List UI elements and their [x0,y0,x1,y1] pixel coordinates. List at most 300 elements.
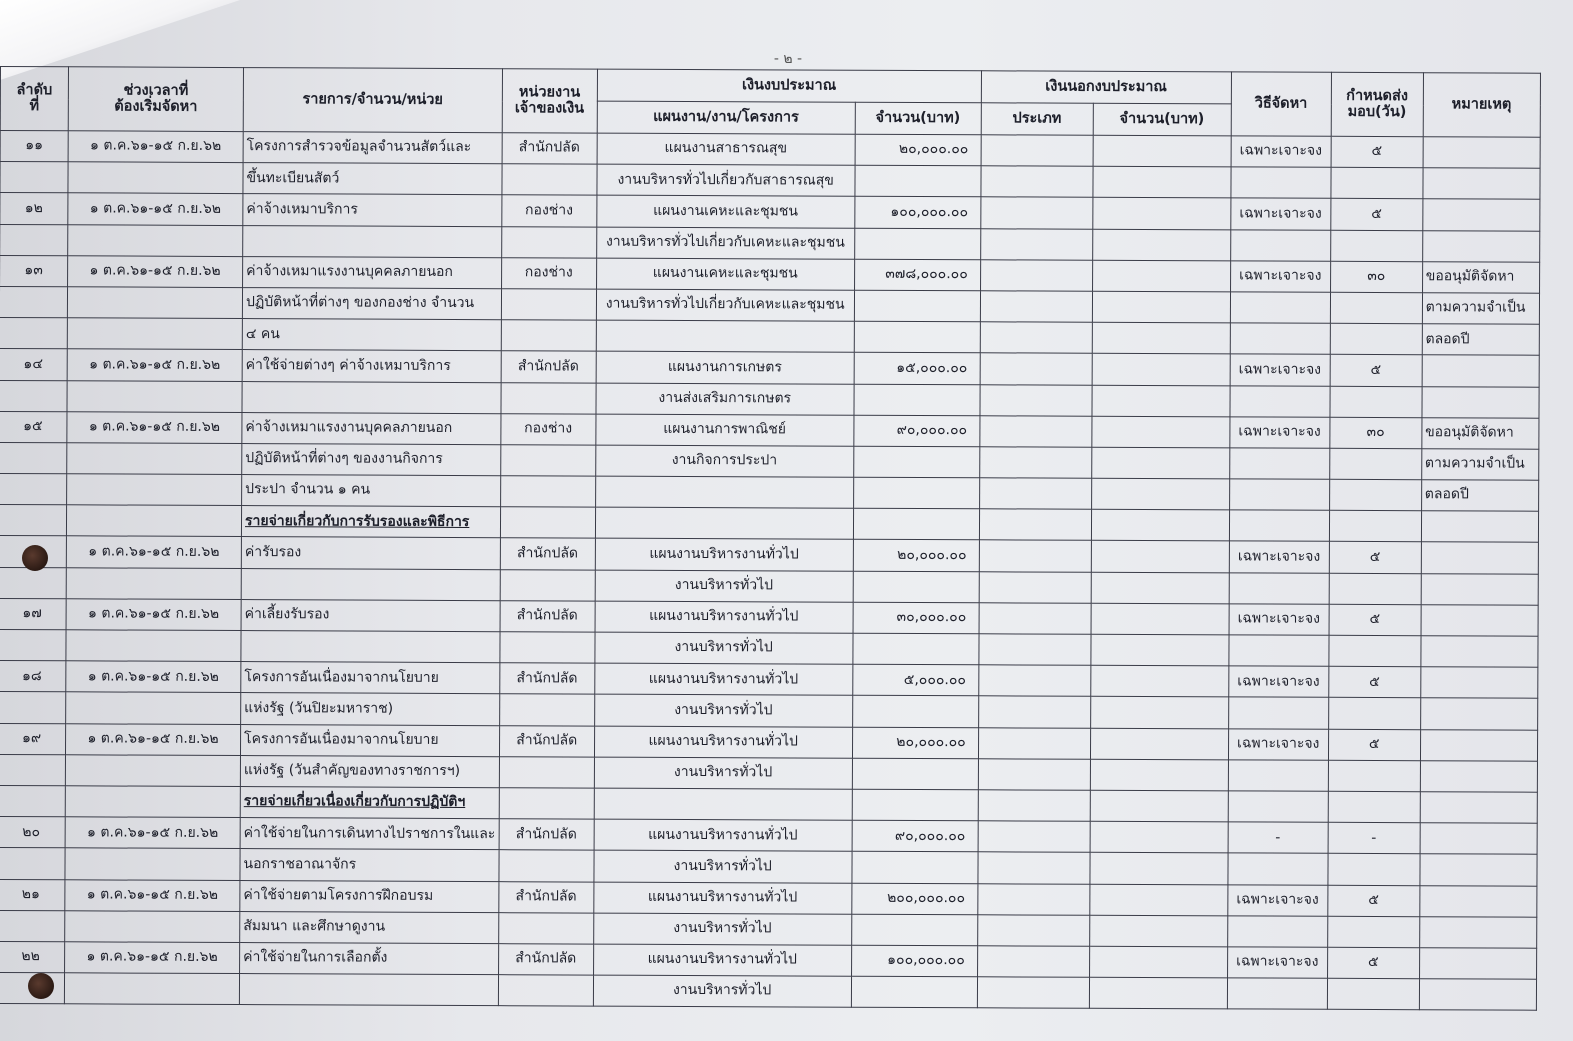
amount-cell: ๒๐๐,๐๐๐.๐๐ [851,883,977,915]
offbudget-amount-cell [1090,697,1228,729]
row-number [0,442,67,473]
method-cell: - [1228,822,1328,854]
period-cell: ๑ ต.ค.๖๑-๑๕ ก.ย.๖๒ [65,942,240,974]
item-cell: โครงการสำรวจข้อมูลจำนวนสัตว์และ [243,132,502,164]
item-cell: ขึ้นทะเบียนสัตว์ [243,163,502,195]
remark-cell [1420,823,1537,855]
row-number: ๑๒ [0,193,68,224]
period-cell [67,443,242,475]
method-cell [1231,167,1331,199]
offbudget-type-cell [980,260,1092,292]
period-cell [66,692,241,724]
binder-hole [22,545,48,571]
owner-cell [502,164,597,196]
header-offbudget: เงินนอกงบประมาณ [981,71,1231,104]
remark-cell [1420,760,1537,792]
method-cell: เฉพาะเจาะจง [1228,728,1328,760]
offbudget-amount-cell [1089,946,1227,978]
row-number: ๑๑ [0,131,68,162]
remark-cell [1420,854,1537,886]
period-cell: ๑ ต.ค.๖๑-๑๕ ก.ย.๖๒ [68,131,243,163]
offbudget-amount-cell [1092,291,1230,323]
remark-cell: ตามความจำเป็น [1422,293,1539,325]
plan-cell: งานบริหารทั่วไปเกี่ยวกับเคหะและชุมชน [596,289,854,321]
row-number [0,318,67,349]
row-number [0,224,68,255]
amount-cell [851,914,977,946]
amount-cell [853,633,979,665]
item-cell: ค่าใช้จ่ายตามโครงการฝึกอบรม [240,880,499,912]
remark-cell: ตลอดปี [1421,480,1538,512]
header-offbudget-amount: จำนวน(บาท) [1093,103,1231,136]
method-cell: เฉพาะเจาะจง [1227,884,1327,916]
plan-cell: งานบริหารทั่วไป [595,570,853,602]
row-number: ๑๘ [0,661,66,692]
plan-cell: งานบริหารทั่วไปเกี่ยวกับสาธารณสุข [597,164,855,196]
owner-cell [501,382,596,414]
offbudget-amount-cell [1090,728,1228,760]
days-cell: - [1328,822,1420,854]
amount-cell: ๑๐๐,๐๐๐.๐๐ [854,197,980,229]
plan-cell: แผนงานบริหารงานทั่วไป [594,726,852,758]
row-number [0,629,66,660]
plan-cell: งานบริหารทั่วไป [593,913,851,945]
method-cell: เฉพาะเจาะจง [1228,666,1328,698]
item-cell: ค่าใช้จ่ายในการเดินทางไปราชการในและ [240,818,499,850]
remark-cell [1421,636,1538,668]
offbudget-amount-cell [1092,354,1230,386]
owner-cell: สำนักปลัด [500,600,595,632]
amount-cell [854,228,980,260]
offbudget-type-cell [979,603,1091,635]
offbudget-amount-cell [1091,541,1229,573]
method-cell [1228,697,1328,729]
period-cell [64,973,239,1005]
plan-cell [595,476,853,508]
plan-cell: แผนงานการพาณิชย์ [596,414,854,446]
item-cell [241,568,500,600]
amount-cell: ๑๐๐,๐๐๐.๐๐ [851,945,977,977]
days-cell: ๓๐ [1330,261,1422,293]
days-cell [1329,573,1421,605]
item-cell [239,974,498,1006]
section-heading: รายจ่ายเกี่ยวเนื่องเกี่ยวกับการปฏิบัติฯ [243,793,466,811]
plan-cell [595,507,853,539]
days-cell [1329,635,1421,667]
row-number [0,380,67,411]
method-cell: เฉพาะเจาะจง [1227,947,1327,979]
amount-cell [854,321,980,353]
procurement-sheet [0,66,1541,1011]
method-cell: เฉพาะเจาะจง [1231,136,1331,168]
remark-cell [1421,605,1538,637]
owner-cell [500,507,595,539]
header-item: รายการ/จำนวน/หน่วย [243,68,502,133]
period-cell [65,910,240,942]
amount-cell [853,477,979,509]
amount-cell: ๒๐,๐๐๐.๐๐ [852,727,978,759]
item-cell: ค่าจ้างเหมาบริการ [243,194,502,226]
offbudget-type-cell [980,197,1092,229]
row-number [0,848,65,879]
period-cell [67,318,242,350]
offbudget-amount-cell [1092,229,1230,261]
row-number [0,505,67,536]
owner-cell: กองช่าง [501,413,596,445]
item-cell: ค่าจ้างเหมาแรงงานบุคคลภายนอก [242,412,501,444]
row-number: ๑๕ [0,411,67,442]
owner-cell [500,632,595,664]
period-cell [66,567,241,599]
item-cell: ค่าใช้จ่ายต่างๆ ค่าจ้างเหมาบริการ [242,350,501,382]
table-row [0,973,1536,1011]
page-number: - ๒ - [773,51,803,67]
remark-cell [1421,573,1538,605]
header-offbudget-type: ประเภท [981,103,1093,135]
period-cell [65,755,240,787]
days-cell: ๓๐ [1330,417,1422,449]
offbudget-amount-cell [1092,198,1230,230]
period-cell [67,287,242,319]
header-remark: หมายเหตุ [1423,73,1540,138]
offbudget-amount-cell [1089,915,1227,947]
remark-cell [1420,698,1537,730]
offbudget-type-cell [980,384,1092,416]
amount-cell: ๙๐,๐๐๐.๐๐ [854,415,980,447]
plan-cell: งานส่งเสริมการเกษตร [596,383,854,415]
method-cell [1229,510,1329,542]
period-cell [66,505,241,537]
table-body [0,131,1540,1011]
item-cell: ค่ารับรอง [241,537,500,569]
method-cell: เฉพาะเจาะจง [1230,261,1330,293]
owner-cell: กองช่าง [501,257,596,289]
row-number: ๑๔ [0,349,67,380]
amount-cell: ๑๕,๐๐๐.๐๐ [854,353,980,385]
days-cell [1328,698,1420,730]
item-cell [242,381,501,413]
owner-cell: สำนักปลัด [498,881,593,913]
row-number: ๑๓ [0,255,68,286]
days-cell: ๕ [1329,542,1421,574]
days-cell: ๕ [1331,136,1423,168]
plan-cell: แผนงานบริหารงานทั่วไป [593,882,851,914]
days-cell [1330,323,1422,355]
days-cell: ๕ [1327,885,1419,917]
remark-cell [1421,542,1538,574]
owner-cell [499,788,594,820]
item-cell: ประปา จำนวน ๑ คน [242,475,501,507]
offbudget-amount-cell [1091,447,1229,479]
amount-cell: ๒๐,๐๐๐.๐๐ [853,540,979,572]
method-cell: เฉพาะเจาะจง [1230,198,1330,230]
item-cell: สัมมนา และศึกษาดูงาน [240,911,499,943]
offbudget-type-cell [979,478,1091,510]
method-cell: เฉพาะเจาะจง [1230,354,1330,386]
offbudget-amount-cell [1089,977,1227,1009]
plan-cell: แผนงานเคหะและชุมชน [596,258,854,290]
offbudget-amount-cell [1090,759,1228,791]
offbudget-amount-cell [1092,385,1230,417]
days-cell [1331,167,1423,199]
offbudget-type-cell [978,696,1090,728]
plan-cell: แผนงานสาธารณสุข [597,133,855,165]
owner-cell: สำนักปลัด [502,133,597,165]
amount-cell: ๒๐,๐๐๐.๐๐ [855,134,981,166]
remark-cell [1419,948,1536,980]
period-cell: ๑ ต.ค.๖๑-๑๕ ก.ย.๖๒ [66,536,241,568]
header-budget-amount: จำนวน(บาท) [855,102,981,135]
amount-cell [852,852,978,884]
days-cell [1328,760,1420,792]
row-number [0,754,65,785]
amount-cell [853,571,979,603]
plan-cell: งานกิจการประปา [595,445,853,477]
plan-cell [594,788,852,820]
method-cell [1229,448,1329,480]
method-cell [1230,229,1330,261]
offbudget-type-cell [979,540,1091,572]
offbudget-amount-cell [1092,260,1230,292]
period-cell: ๑ ต.ค.๖๑-๑๕ ก.ย.๖๒ [67,411,242,443]
offbudget-type-cell [979,447,1091,479]
offbudget-amount-cell [1093,135,1231,167]
offbudget-type-cell [981,135,1093,167]
item-cell [240,786,499,818]
method-cell [1227,978,1327,1010]
remark-cell [1422,386,1539,418]
method-cell [1230,323,1330,355]
header-no: ลำดับ ที่ [0,67,68,131]
days-cell [1330,230,1422,262]
plan-cell: แผนงานบริหารงานทั่วไป [595,601,853,633]
amount-cell [853,508,979,540]
section-heading: รายจ่ายเกี่ยวกับการรับรองและพิธีการ [244,512,470,530]
offbudget-type-cell [978,665,1090,697]
period-cell: ๑ ต.ค.๖๑-๑๕ ก.ย.๖๒ [66,661,241,693]
remark-cell [1422,199,1539,231]
offbudget-type-cell [977,946,1089,978]
item-cell [241,631,500,663]
offbudget-type-cell [979,634,1091,666]
remark-cell [1420,792,1537,824]
method-cell [1228,791,1328,823]
item-cell: โครงการอันเนื่องมาจากนโยบาย [240,724,499,756]
header-period: ช่วงเวลาที่ ต้องเริ่มจัดหา [68,67,243,132]
amount-cell [852,789,978,821]
period-cell: ๑ ต.ค.๖๑-๑๕ ก.ย.๖๒ [65,817,240,849]
plan-cell: งานบริหารทั่วไปเกี่ยวกับเคหะและชุมชน [596,227,854,259]
method-cell: เฉพาะเจาะจง [1230,417,1330,449]
item-cell: ปฏิบัติหน้าที่ต่างๆ ของกองช่าง จำนวน [242,287,501,319]
remark-cell [1420,729,1537,761]
remark-cell: ตลอดปี [1422,324,1539,356]
procurement-table [0,66,1541,1011]
days-cell [1328,791,1420,823]
amount-cell: ๙๐,๐๐๐.๐๐ [852,820,978,852]
owner-cell [500,569,595,601]
remark-cell: ขออนุมัติจัดหา [1422,417,1539,449]
owner-cell: สำนักปลัด [498,944,593,976]
plan-cell [596,320,854,352]
amount-cell [851,976,977,1008]
remark-cell [1419,916,1536,948]
period-cell: ๑ ต.ค.๖๑-๑๕ ก.ย.๖๒ [65,723,240,755]
amount-cell: ๕,๐๐๐.๐๐ [852,664,978,696]
owner-cell [498,912,593,944]
remark-cell [1422,355,1539,387]
period-cell: ๑ ต.ค.๖๑-๑๕ ก.ย.๖๒ [66,599,241,631]
offbudget-type-cell [980,415,1092,447]
owner-cell: สำนักปลัด [499,663,594,695]
offbudget-type-cell [978,727,1090,759]
offbudget-type-cell [979,571,1091,603]
offbudget-amount-cell [1092,322,1230,354]
header-deadline: กำหนดส่ง มอบ(วัน) [1331,72,1423,136]
remark-cell [1419,979,1536,1011]
row-number [0,785,65,816]
owner-cell: สำนักปลัด [499,819,594,851]
offbudget-type-cell [981,166,1093,198]
row-number [0,286,68,317]
period-cell: ๑ ต.ค.๖๑-๑๕ ก.ย.๖๒ [67,349,242,381]
row-number: ๒๐ [0,817,65,848]
days-cell [1329,479,1421,511]
owner-cell [500,476,595,508]
period-cell: ๑ ต.ค.๖๑-๑๕ ก.ย.๖๒ [68,193,243,225]
row-number: ๑๗ [0,598,66,629]
offbudget-amount-cell [1090,665,1228,697]
owner-cell [501,289,596,321]
days-cell [1329,448,1421,480]
owner-cell: สำนักปลัด [500,538,595,570]
plan-cell: แผนงานการเกษตร [596,351,854,383]
days-cell: ๕ [1330,199,1422,231]
method-cell [1230,385,1330,417]
item-cell: โครงการอันเนื่องมาจากนโยบาย [241,662,500,694]
method-cell [1227,916,1327,948]
days-cell: ๕ [1328,666,1420,698]
owner-cell: สำนักปลัด [499,725,594,757]
offbudget-amount-cell [1091,603,1229,635]
offbudget-type-cell [978,759,1090,791]
row-number [0,910,65,941]
header-owner: หน่วยงาน เจ้าของเงิน [502,69,597,133]
remark-cell [1423,168,1540,200]
item-cell [243,225,502,257]
offbudget-type-cell [978,821,1090,853]
item-cell: ปฏิบัติหน้าที่ต่างๆ ของงานกิจการ [242,443,501,475]
offbudget-amount-cell [1091,572,1229,604]
amount-cell: ๓๗๘,๐๐๐.๐๐ [854,259,980,291]
item-cell: ค่าเลี้ยงรับรอง [241,599,500,631]
plan-cell: แผนงานเคหะและชุมชน [596,195,854,227]
plan-cell: งานบริหารทั่วไป [593,975,851,1007]
offbudget-type-cell [977,883,1089,915]
amount-cell [854,384,980,416]
method-cell: เฉพาะเจาะจง [1229,541,1329,573]
method-cell [1228,853,1328,885]
days-cell: ๕ [1328,729,1420,761]
row-number [0,567,66,598]
plan-cell: งานบริหารทั่วไป [594,757,852,789]
header-budget-plan: แผนงาน/งาน/โครงการ [597,101,855,134]
method-cell [1229,479,1329,511]
item-cell [241,506,500,538]
item-cell: ค่าจ้างเหมาแรงงานบุคคลภายนอก [243,256,502,288]
owner-cell [501,226,596,258]
item-cell: แห่งรัฐ (วันปิยะมหาราช) [241,693,500,725]
days-cell: ๕ [1329,604,1421,636]
offbudget-amount-cell [1092,416,1230,448]
item-cell: แห่งรัฐ (วันสำคัญของทางราชการฯ) [240,755,499,787]
offbudget-type-cell [979,509,1091,541]
offbudget-type-cell [978,852,1090,884]
offbudget-amount-cell [1089,884,1227,916]
owner-cell [501,320,596,352]
owner-cell [499,756,594,788]
header-method: วิธีจัดหา [1231,72,1331,136]
row-number: ๒๒ [0,941,65,972]
period-cell [66,630,241,662]
period-cell: ๑ ต.ค.๖๑-๑๕ ก.ย.๖๒ [65,879,240,911]
method-cell [1229,635,1329,667]
days-cell [1329,511,1421,543]
amount-cell: ๓๐,๐๐๐.๐๐ [853,602,979,634]
method-cell [1228,760,1328,792]
offbudget-type-cell [980,291,1092,323]
plan-cell: งานบริหารทั่วไป [594,694,852,726]
days-cell [1330,386,1422,418]
row-number: ๒๑ [0,879,65,910]
remark-cell [1420,667,1537,699]
offbudget-type-cell [980,322,1092,354]
offbudget-amount-cell [1090,853,1228,885]
remark-cell [1422,230,1539,262]
method-cell [1230,292,1330,324]
offbudget-amount-cell [1090,790,1228,822]
offbudget-type-cell [980,228,1092,260]
remark-cell [1419,885,1536,917]
offbudget-amount-cell [1090,821,1228,853]
item-cell: ค่าใช้จ่ายในการเลือกตั้ง [240,942,499,974]
plan-cell: แผนงานบริหารงานทั่วไป [594,819,852,851]
amount-cell [854,290,980,322]
period-cell [67,474,242,506]
remark-cell: ตามความจำเป็น [1421,449,1538,481]
amount-cell [852,696,978,728]
offbudget-amount-cell [1091,510,1229,542]
offbudget-type-cell [978,790,1090,822]
item-cell: นอกราชอาณาจักร [240,849,499,881]
offbudget-amount-cell [1093,166,1231,198]
owner-cell [499,694,594,726]
row-number [0,162,68,193]
method-cell: เฉพาะเจาะจง [1229,604,1329,636]
amount-cell [852,758,978,790]
row-number: ๑๙ [0,723,66,754]
plan-cell: แผนงานบริหารงานทั่วไป [593,944,851,976]
remark-cell [1421,511,1538,543]
owner-cell: สำนักปลัด [501,351,596,383]
period-cell [68,162,243,194]
days-cell [1327,978,1419,1010]
binder-hole [28,973,54,999]
method-cell [1229,572,1329,604]
plan-cell: งานบริหารทั่วไป [595,632,853,664]
days-cell: ๕ [1330,355,1422,387]
offbudget-type-cell [977,977,1089,1009]
